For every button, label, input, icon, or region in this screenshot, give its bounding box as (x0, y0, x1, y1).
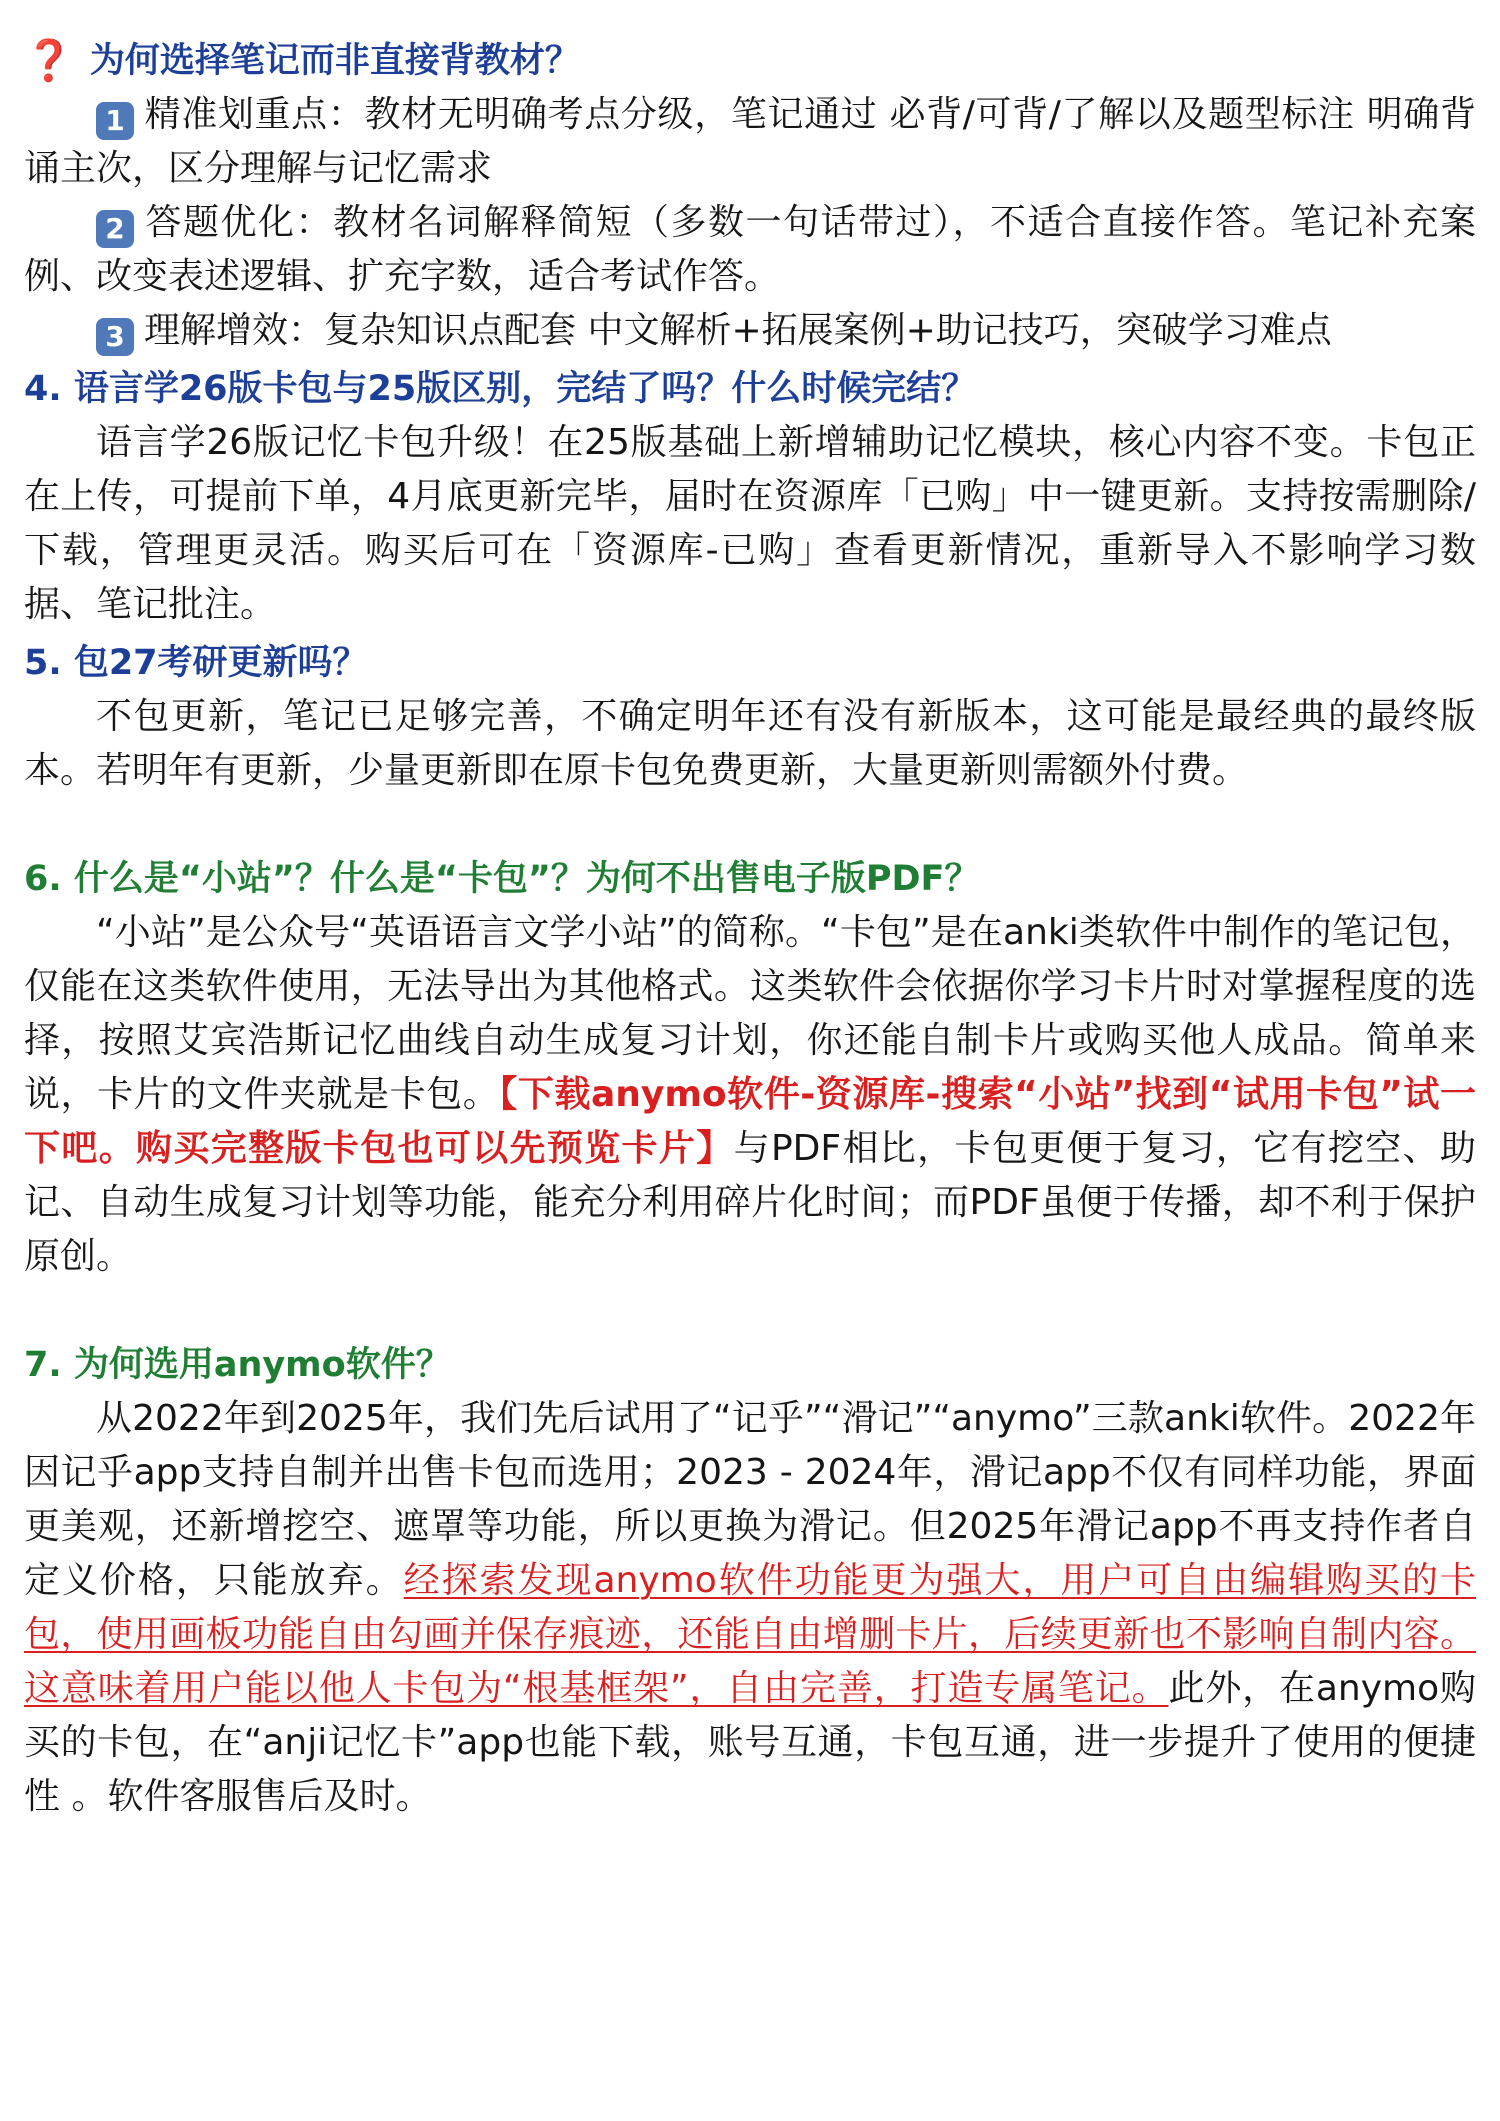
section-q6 (24, 852, 1476, 1284)
heading-why-notes (24, 34, 1476, 88)
answer-q7 (24, 1392, 1476, 1824)
point-2-text: 答题优化：教材名词解释简短（多数一句话带过），不适合直接作答。笔记补充案例、改变表述逻辑、扩充字数，适合考试作答。 (24, 202, 1476, 297)
answer-q7-part-a: 从2022年到2025年，我们先后试用了“记乎”“滑记”“anymo”三款anki软件。2022年因记乎app支持自制并出售卡包而选用；2023 - 2024年，滑记app不仅有同样功能，界面更美观，还新增挖空、遮罩等功能，所以更换为滑记。但2025年滑记app不再支持作者自定义价格，只能放弃。 (24, 1398, 1476, 1601)
answer-q6-highlight: 【下载anymo软件-资源库-搜索“小站”找到“试用卡包”试一下吧。购买完整版卡包也可以先预览卡片】 (24, 1074, 1476, 1169)
point-3 (24, 304, 1476, 358)
heading-why-notes-text: 为何选择笔记而非直接背教材？ (89, 41, 580, 81)
answer-q6 (24, 906, 1476, 1284)
point-3-text: 理解增效：复杂知识点配套 中文解析+拓展案例+助记技巧，突破学习难点 (144, 310, 1332, 351)
answer-q7-part-b: 此外，在anymo购买的卡包，在“anji记忆卡”app也能下载，账号互通，卡包互通，进一步提升了使用的便捷性 。软件客服售后及时。 (24, 1668, 1476, 1817)
number-2-icon: 2 (96, 210, 134, 248)
heading-q4: 4. 语言学26版卡包与25版区别，完结了吗？什么时候完结？ (24, 369, 977, 409)
section-q5 (24, 636, 1476, 798)
point-2 (24, 196, 1476, 304)
answer-q6-part-a: “小站”是公众号“英语语言文学小站”的简称。“卡包”是在anki类软件中制作的笔记包，仅能在这类软件使用，无法导出为其他格式。这类软件会依据你学习卡片时对掌握程度的选择，按照艾宾浩斯记忆曲线自动生成复习计划，你还能自制卡片或购买他人成品。简单来说，卡片的文件夹就是卡包。 (24, 912, 1476, 1115)
number-1-icon: 1 (96, 102, 134, 140)
answer-q4: 语言学26版记忆卡包升级！在25版基础上新增辅助记忆模块，核心内容不变。卡包正在上传，可提前下单，4月底更新完毕，届时在资源库「已购」中一键更新。支持按需删除/下载，管理更灵活。购买后可在「资源库-已购」查看更新情况，重新导入不影响学习数据、笔记批注。 (24, 422, 1476, 625)
answer-q5: 不包更新，笔记已足够完善，不确定明年还有没有新版本，这可能是最经典的最终版本。若明年有更新，少量更新即在原卡包免费更新，大量更新则需额外付费。 (24, 696, 1476, 791)
number-3-icon: 3 (96, 318, 134, 356)
answer-q7-highlight: 经探索发现anymo软件功能更为强大，用户可自由编辑购买的卡包，使用画板功能自由勾画并保存痕迹，还能自由增删卡片，后续更新也不影响自制内容。这意味着用户能以他人卡包为“根基框架”，自由完善，打造专属笔记。 (24, 1560, 1476, 1709)
answer-q6-part-b: 与PDF相比，卡包更便于复习，它有挖空、助记、自动生成复习计划等功能，能充分利用碎片化时间；而PDF虽便于传播，却不利于保护原创。 (24, 1128, 1476, 1277)
section-why-notes (24, 34, 1476, 358)
heading-q6: 6. 什么是“小站”？什么是“卡包”？为何不出售电子版PDF？ (24, 859, 980, 899)
point-1 (24, 88, 1476, 196)
section-q4 (24, 362, 1476, 632)
heading-q7: 7. 为何选用anymo软件？ (24, 1345, 451, 1385)
point-1-text: 精准划重点：教材无明确考点分级，笔记通过 必背/可背/了解以及题型标注 明确背诵主次，区分理解与记忆需求 (24, 94, 1476, 189)
section-q7 (24, 1338, 1476, 1824)
heading-q5: 5. 包27考研更新吗？ (24, 643, 368, 683)
red-question-mark-icon: ❓ (24, 38, 74, 84)
